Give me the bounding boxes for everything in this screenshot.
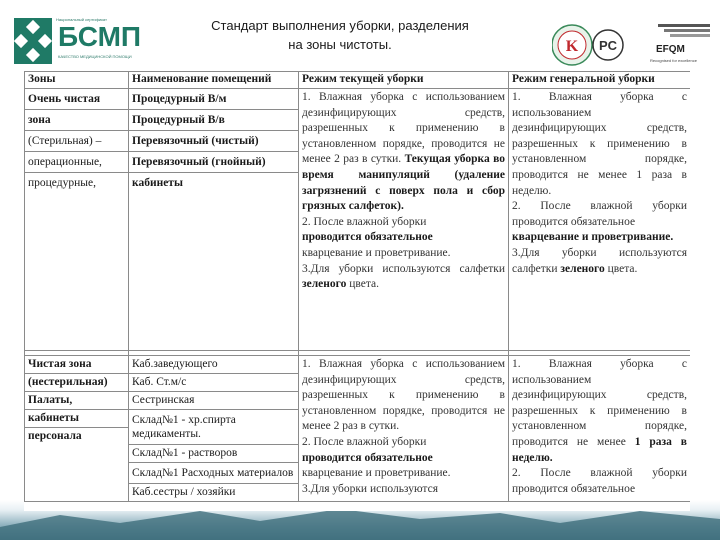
zone-line: Очень чистая: [25, 89, 128, 110]
current-step-2: 2. После влажной уборки: [302, 435, 427, 448]
room-item: Склад№1 Расходных материалов: [129, 463, 298, 484]
table-header-row: [25, 72, 691, 89]
zone-cell-sterile: [25, 89, 129, 351]
current-cleaning-cell-clean: [299, 356, 509, 502]
cleaning-standard-table: [24, 71, 690, 511]
general-step-1: 1. Влажная уборка с использованием дезинфицирующих средств, разрешенных к применению в установленном порядке, проводится не менее: [512, 358, 687, 448]
zone-line: Палаты,: [25, 392, 128, 410]
slide-title: [160, 16, 520, 54]
zone-line: кабинеты: [25, 410, 128, 428]
zone-line: процедурные,: [28, 177, 96, 189]
efqm-label: EFQM: [656, 44, 685, 55]
current-step-3: 3.Для уборки используются: [302, 482, 438, 495]
current-step-1: 1. Влажная уборка с использованием дезинфицирующих средств, разрешенных к применению в установленном порядке, проводится не менее 2 раз в сутки.: [302, 91, 505, 166]
current-step-1: 1. Влажная уборка с использованием дезинфицирующих средств, разрешенных к применению в установленном порядке, проводится не менее 2 раз в сутки.: [302, 358, 505, 433]
title-line-1: Стандарт выполнения уборки, разделения: [211, 18, 469, 33]
room-item: Перевязочный (гнойный): [129, 152, 298, 173]
general-step-3-color: зеленого: [560, 262, 605, 275]
logo-caption-top: Национальный сертификат: [56, 17, 107, 22]
current-step-2-end: кварцевание и проветривание.: [302, 246, 451, 259]
room-item: Склад№1 - растворов: [129, 445, 298, 463]
general-step-2-bold: кварцевание и проветривание.: [512, 231, 674, 244]
room-item: Каб.сестры / хозяйки: [132, 486, 236, 498]
zone-line: (Стерильная) –: [25, 131, 128, 152]
general-step-2: 2. После влажной уборки проводится обязательное: [512, 467, 687, 495]
zone-line: персонала: [28, 430, 82, 442]
table-row: [25, 89, 691, 351]
current-cleaning-cell-sterile: [299, 89, 509, 351]
slide-header: [0, 0, 720, 72]
zone-cell-clean: [25, 356, 129, 502]
current-step-2: 2. После влажной уборки: [302, 215, 427, 228]
svg-text:K: K: [565, 38, 579, 55]
rst-certification-icon: [593, 30, 623, 60]
logo-caption-bottom: КАЧЕСТВО МЕДИЦИНСКОЙ ПОМОЩИ: [58, 54, 132, 59]
zone-line: Чистая зона: [25, 356, 128, 374]
svg-text:PC: PC: [598, 38, 618, 53]
room-item: Процедурный В/м: [129, 89, 298, 110]
zone-line: зона: [25, 110, 128, 131]
general-step-3-end: цвета.: [607, 262, 638, 275]
current-step-2-bold: проводится обязательное: [302, 231, 433, 244]
efqm-caption: Recognised for excellence: [650, 58, 697, 63]
zone-line: операционные,: [25, 152, 128, 173]
current-step-3: 3.Для уборки используются салфетки: [302, 262, 505, 275]
general-cleaning-cell-sterile: [509, 89, 691, 351]
room-item: Перевязочный (чистый): [129, 131, 298, 152]
column-header-zones: Зоны: [25, 72, 129, 89]
zone-line: (нестерильная): [25, 374, 128, 392]
rooms-cell-sterile: [129, 89, 299, 351]
rooms-cell-clean: [129, 356, 299, 502]
room-item: Процедурный В/в: [129, 110, 298, 131]
efqm-badge-icon: [652, 22, 710, 42]
current-step-3-end: цвета.: [349, 278, 379, 291]
logo-text: БСМП: [58, 21, 142, 52]
general-step-1: 1. Влажная уборка с использованием дезинфицирующих средств, разрешенных к применению в установленном порядке, проводится не менее 1 раза в неделю.: [512, 91, 687, 197]
room-item: Каб. Ст.м/с: [129, 374, 298, 392]
room-item: Склад№1 - хр.спирта медикаменты.: [129, 410, 298, 445]
quality-seal-icon: [552, 25, 592, 65]
title-line-2: на зоны чистоты.: [288, 37, 392, 52]
current-step-3-color: зеленого: [302, 278, 347, 291]
general-step-3: 3.Для уборки используются салфетки: [512, 246, 687, 275]
room-item: Каб.заведующего: [129, 356, 298, 374]
room-item: Сестринская: [129, 392, 298, 410]
table-row: [25, 356, 691, 502]
general-step-1-bold: 1 раза в неделю.: [512, 435, 688, 464]
current-step-2-end: кварцевание и проветривание.: [302, 467, 451, 480]
column-header-current-cleaning: Режим текущей уборки: [299, 72, 509, 89]
room-item: кабинеты: [132, 177, 183, 189]
current-step-2-bold: проводится обязательное: [302, 451, 433, 464]
column-header-rooms: Наименование помещений: [129, 72, 299, 89]
column-header-general-cleaning: Режим генеральной уборки: [509, 72, 691, 89]
general-cleaning-cell-clean: [509, 356, 691, 502]
current-step-1-bold: Текущая уборка во время манипуляций (удаление загрязнений с поверх пола и сбор грязных салфеток).: [302, 153, 505, 213]
general-step-2: 2. После влажной уборки проводится обязательное: [512, 200, 687, 228]
